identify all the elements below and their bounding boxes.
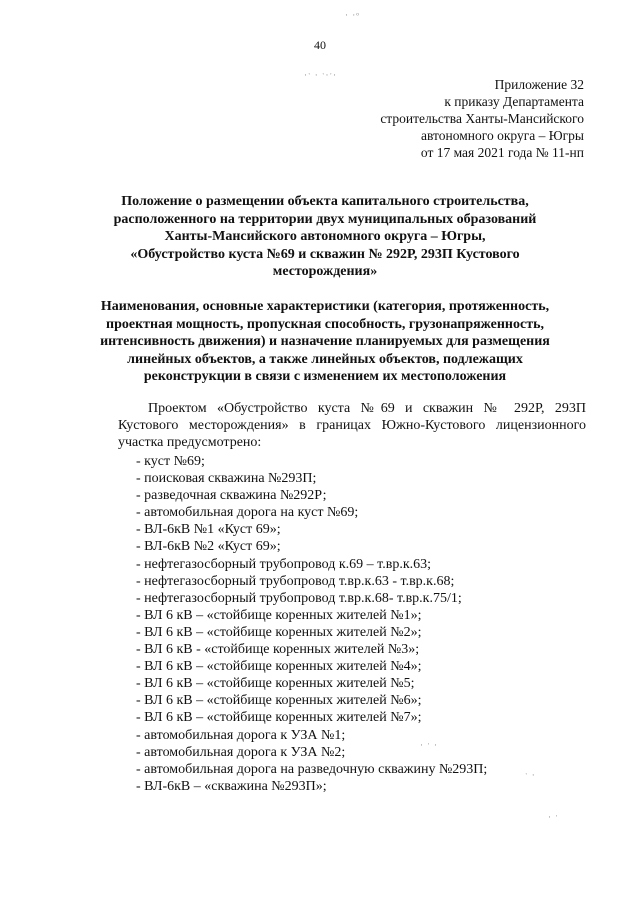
list-item: - ВЛ 6 кВ – «стойбище коренных жителей №4»; <box>136 659 422 675</box>
list-item: - ВЛ 6 кВ – «стойбище коренных жителей №7»; <box>136 710 422 726</box>
appendix-line: от 17 мая 2021 года № 11-нп <box>420 145 584 160</box>
appendix-line: к приказу Департамента <box>444 94 584 109</box>
heading-line: линейных объектов, а также линейных объектов, подлежащих <box>127 351 523 367</box>
intro-paragraph <box>118 400 586 451</box>
appendix-line: строительства Ханты-Мансийского <box>380 111 584 126</box>
list-item: - поисковая скважина №293П; <box>136 471 317 487</box>
objects-list <box>136 453 487 795</box>
appendix-line: Приложение 32 <box>494 77 584 92</box>
paragraph-line: участка предусмотрено: <box>118 435 262 450</box>
paragraph-line: Проектом «Обустройство куста №69 и скважин № 292Р, 293П <box>148 401 586 416</box>
scan-speck: · ˑ · <box>420 740 438 750</box>
scan-speck: · ˑ <box>548 812 559 822</box>
list-item: - куст №69; <box>136 454 205 469</box>
list-item: - разведочная скважина №292Р; <box>136 488 327 504</box>
list-item: - автомобильная дорога на разведочную скважину №293П; <box>136 761 488 777</box>
list-item: - ВЛ 6 кВ – «стойбище коренных жителей №5; <box>136 676 415 692</box>
title-line: Ханты-Мансийского автономного округа – Югры, <box>164 229 486 244</box>
list-item: - нефтегазосборный трубопровод к.69 – т.вр.к.63; <box>136 556 432 572</box>
heading-line: проектная мощность, пропускная способность, грузонапряженность, <box>106 316 544 332</box>
appendix-reference <box>380 76 584 161</box>
section-heading <box>60 298 590 386</box>
list-item: - автомобильная дорога к УЗА №1; <box>136 727 346 743</box>
document-title <box>60 193 590 281</box>
list-item: - нефтегазосборный трубопровод т.вр.к.68- т.вр.к.75/1; <box>136 590 462 606</box>
list-item: - ВЛ 6 кВ – «стойбище коренных жителей №6»; <box>136 693 422 709</box>
list-item: - ВЛ 6 кВ – «стойбище коренных жителей №2»; <box>136 624 422 640</box>
title-line: «Обустройство куста №69 и скважин № 292Р, 293П Кустового <box>130 246 520 262</box>
scan-speck: ˑ · <box>525 770 536 780</box>
list-item: - ВЛ 6 кВ - «стойбище коренных жителей №3»; <box>136 642 420 658</box>
heading-line: интенсивность движения) и назначение планируемых для размещения <box>100 334 550 349</box>
list-item: - нефтегазосборный трубопровод т.вр.к.63 - т.вр.к.68; <box>136 573 455 589</box>
list-item: - ВЛ-6кВ №2 «Куст 69»; <box>136 539 281 555</box>
title-line: Положение о размещении объекта капитального строительства, <box>121 194 529 209</box>
heading-line: Наименования, основные характеристики (категория, протяженность, <box>100 299 550 314</box>
heading-line: реконструкции в связи с изменением их местоположения <box>143 369 507 384</box>
paragraph-line: Кустового месторождения» в границах Южно-Кустового лицензионного <box>118 418 586 433</box>
list-item: - автомобильная дорога на куст №69; <box>136 505 359 521</box>
list-item: - ВЛ-6кВ – «скважина №293П»; <box>136 778 327 794</box>
list-item: - автомобильная дорога к УЗА №2; <box>136 744 346 760</box>
title-line: расположенного на территории двух муниципальных образований <box>113 211 537 227</box>
page-number: 40 <box>314 38 326 52</box>
title-line: месторождения» <box>272 264 378 279</box>
scan-speck: ·ˑ · ˑ·ˑ· <box>304 70 337 80</box>
appendix-line: автономного округа – Югры <box>421 128 584 143</box>
scan-speck: · ·ᵒ <box>345 10 360 20</box>
list-item: - ВЛ-6кВ №1 «Куст 69»; <box>136 522 281 538</box>
list-item: - ВЛ 6 кВ – «стойбище коренных жителей №1»; <box>136 607 422 623</box>
